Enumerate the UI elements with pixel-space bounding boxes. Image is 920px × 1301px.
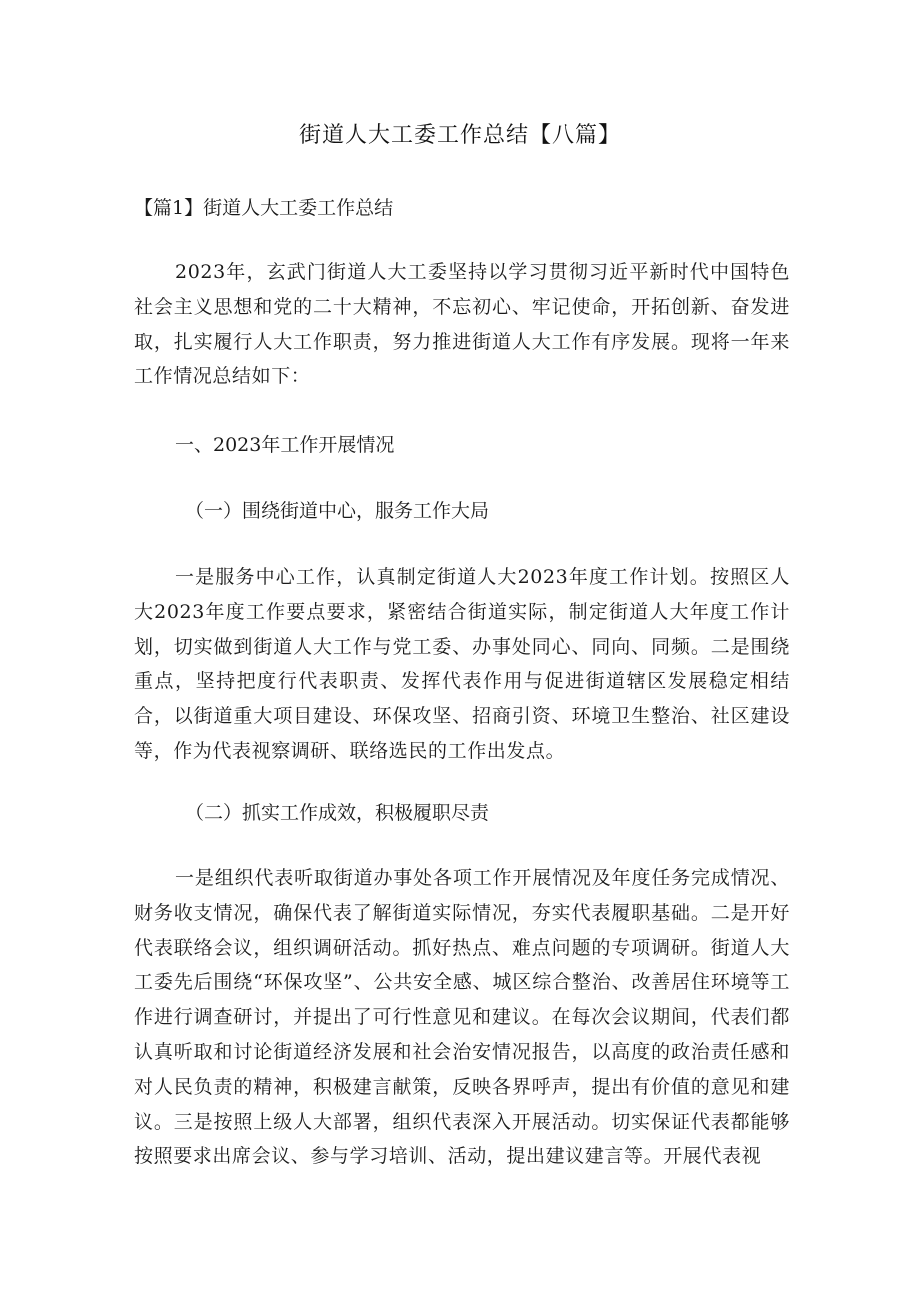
paragraph-1: 一是服务中心工作，认真制定街道人大2023年度工作计划。按照区人大2023年度工作要点要求，紧密结合街道实际，制定街道人大年度工作计划，切实做到街道人大工作与党工委、办事处同心、同向、同频。二是围绕重点，坚持把度行代表职责、发挥代表作用与促进街道辖区发展稳定相结合，以街道重大项目建设、环保攻坚、招商引资、环境卫生整治、社区建设等，作为代表视察调研、联络选民的工作出发点。 [134,566,790,762]
intro-paragraph: 2023年，玄武门街道人大工委坚持以学习贯彻习近平新时代中国特色社会主义思想和党的二十大精神，不忘初心、牢记使命，开拓创新、奋发进取，扎实履行人大工作职责，努力推进街道人大工作有序发展。现将一年来工作情况总结如下： [134,261,790,388]
subheading-2: （二）抓实工作成效，积极履职尽责 [185,802,490,824]
heading-1: 一、2023年工作开展情况 [175,434,395,456]
paragraph-2: 一是组织代表听取街道办事处各项工作开展情况及年度任务完成情况、财务收支情况，确保代表了解街道实际情况，夯实代表履职基础。二是开好代表联络会议，组织调研活动。抓好热点、难点问题的专项调研。街道人大工委先后围绕“环保攻坚”、公共安全感、城区综合整治、改善居住环境等工作进行调查研讨，并提出了可行性意见和建议。在每次会议期间，代表们都认真听取和讨论街道经济发展和社会治安情况报告，以高度的政治责任感和对人民负责的精神，积极建言献策，反映各界呼声，提出有价值的意见和建议。三是按照上级人大部署，组织代表深入开展活动。切实保证代表都能够按照要求出席会议、参与学习培训、活动，提出建议建言等。开展代表视 [134,867,790,1168]
subheading-1: （一）围绕街道中心，服务工作大局 [185,500,490,522]
document-title: 街道人大工委工作总结【八篇】 [298,123,621,148]
section-label: 【篇1】街道人大工委工作总结 [134,197,394,219]
